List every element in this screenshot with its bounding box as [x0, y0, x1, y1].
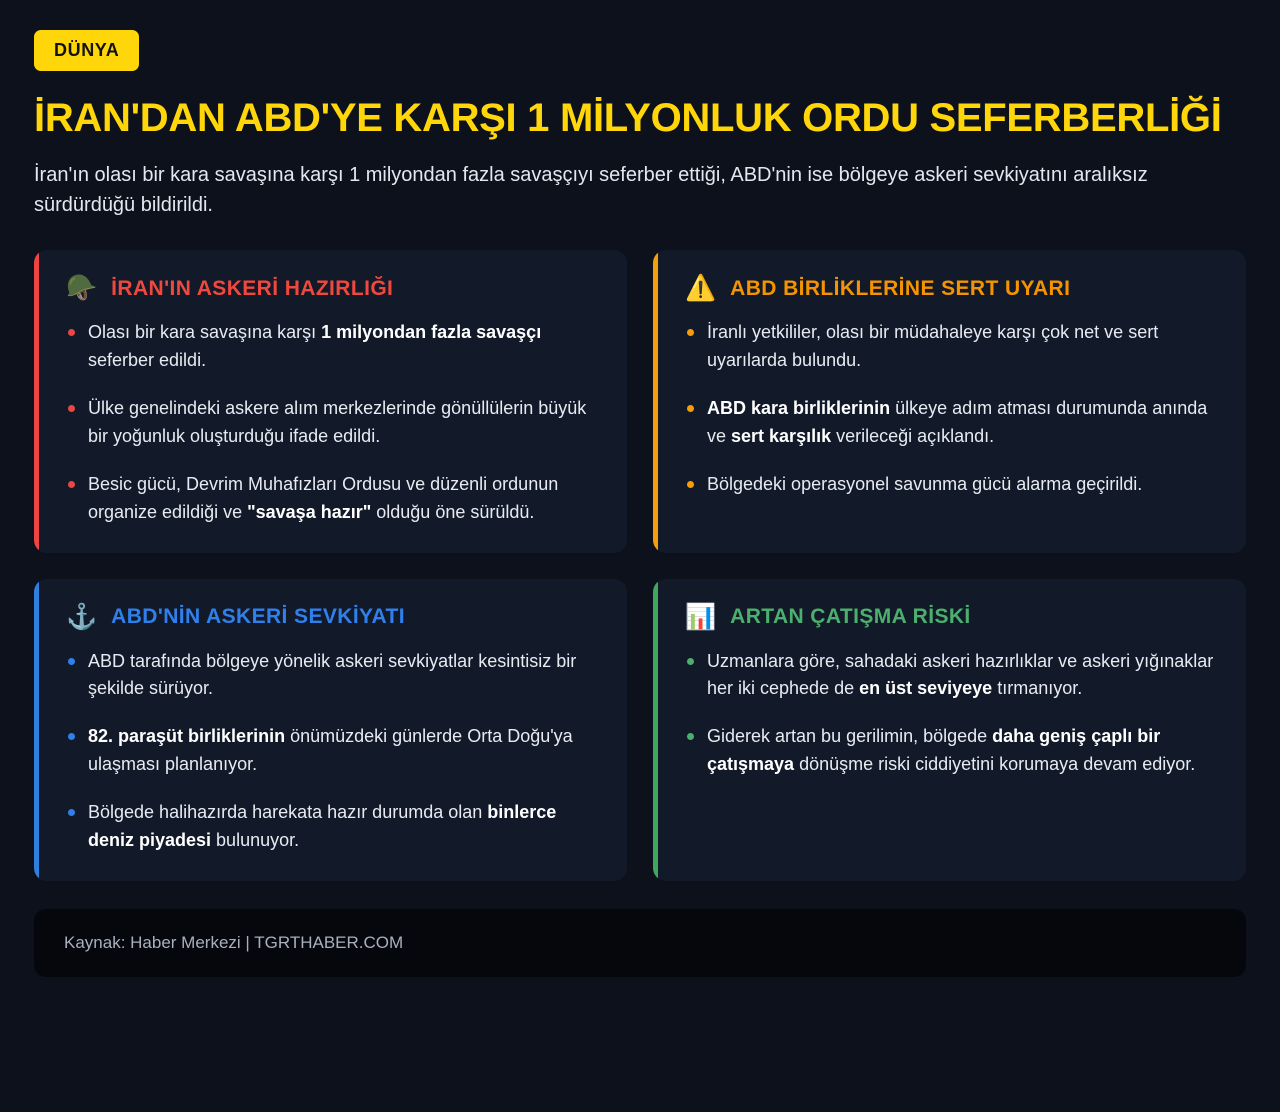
bullet-item: [66, 471, 599, 527]
footer-bar: [34, 909, 1246, 977]
bullet-item: [685, 319, 1218, 375]
warning-triangle-icon: ⚠️: [685, 274, 717, 303]
bullet-item: [66, 648, 599, 704]
bullet-text: ülkeye adım atması durumunda anında ve: [707, 397, 1208, 446]
card-header: [685, 276, 1218, 301]
bullet-item: [685, 471, 1218, 499]
card-iran-military-readiness: [34, 250, 627, 552]
bullet-emphasis: sert karşılık: [731, 425, 832, 446]
bullet-text: Bölgedeki operasyonel savunma gücü alarma geçirildi.: [707, 473, 1143, 494]
anchor-icon: ⚓: [66, 602, 98, 631]
card-bullet-list: [685, 648, 1218, 780]
bullet-emphasis: en üst seviyeye: [859, 678, 993, 699]
bullet-emphasis: "savaşa hazır": [247, 501, 372, 522]
bullet-text: ABD tarafında bölgeye yönelik askeri sevkiyatlar kesintisiz bir şekilde sürüyor.: [88, 650, 577, 699]
card-title: ARTAN ÇATIŞMA RİSKİ: [730, 605, 971, 629]
page-subtitle: İran'ın olası bir kara savaşına karşı 1 milyondan fazla savaşçıyı seferber ettiği, ABD'nin ise bölgeye askeri sevkiyatını aralıksız sürdürdüğü bildirildi.: [34, 164, 1148, 217]
bullet-emphasis: binlerce deniz piyadesi: [88, 802, 557, 850]
card-bullet-list: [66, 319, 599, 526]
card-header: [685, 602, 1218, 631]
card-title: ABD'NİN ASKERİ SEVKİYATI: [111, 605, 405, 629]
bullet-text: Besic gücü, Devrim Muhafızları Ordusu ve düzenli ordunun organize edildiği ve: [88, 473, 559, 522]
card-accent-bar: [653, 250, 658, 552]
bullet-item: [685, 395, 1218, 451]
bullet-text: Bölgede halihazırda harekata hazır durumda olan: [88, 802, 488, 823]
bullet-item: [685, 723, 1218, 779]
bullet-item: [66, 799, 599, 855]
bullet-emphasis: daha geniş çaplı bir çatışmaya: [707, 726, 1161, 775]
card-harsh-warning-to-us-troops: [653, 250, 1246, 552]
card-us-military-deployment: [34, 579, 627, 881]
bullet-text: dönüşme riski ciddiyetini korumaya devam ediyor.: [794, 754, 1196, 775]
bullet-text: Giderek artan bu gerilimin, bölgede: [707, 726, 993, 747]
card-rising-conflict-risk: [653, 579, 1246, 881]
bullet-item: [66, 723, 599, 779]
bullet-emphasis: ABD kara birliklerinin: [707, 397, 891, 418]
card-title: ABD BİRLİKLERİNE SERT UYARI: [730, 277, 1071, 301]
bullet-text: Olası bir kara savaşına karşı: [88, 322, 322, 343]
bullet-text: Ülke genelindeki askere alım merkezlerinde gönüllülerin büyük bir yoğunluk oluşturduğu ifade edildi.: [88, 397, 587, 446]
card-bullet-list: [685, 319, 1218, 498]
military-helmet-icon: 🪖: [66, 274, 98, 303]
bullet-text: olduğu öne sürüldü.: [371, 501, 535, 522]
card-bullet-list: [66, 648, 599, 855]
bullet-emphasis: 1 milyondan fazla savaşçı: [321, 322, 542, 343]
category-badge: DÜNYA: [34, 30, 139, 71]
cards-grid: [34, 250, 1246, 881]
bullet-item: [66, 395, 599, 451]
bullet-item: [685, 648, 1218, 704]
bullet-text: bulunuyor.: [211, 829, 300, 850]
bullet-text: önümüzdeki günlerde Orta Doğu'ya ulaşması planlanıyor.: [88, 726, 573, 775]
bullet-text: verileceği açıklandı.: [831, 425, 995, 446]
card-header: [66, 276, 599, 301]
bullet-text: Uzmanlara göre, sahadaki askeri hazırlıklar ve askeri yığınaklar her iki cephede de: [707, 650, 1214, 699]
card-accent-bar: [34, 579, 39, 881]
bullet-text: tırmanıyor.: [992, 678, 1083, 699]
source-credit: Kaynak: Haber Merkezi | TGRTHABER.COM: [64, 932, 404, 952]
bar-chart-icon: 📊: [685, 602, 717, 631]
bullet-text: İranlı yetkililer, olası bir müdahaleye karşı çok net ve sert uyarılarda bulundu.: [707, 322, 1159, 371]
page-title: İRAN'DAN ABD'YE KARŞI 1 MİLYONLUK ORDU SEFERBERLİĞİ: [34, 96, 1222, 140]
card-accent-bar: [34, 250, 39, 552]
bullet-emphasis: 82. paraşüt birliklerinin: [88, 726, 286, 747]
bullet-item: [66, 319, 599, 375]
card-header: [66, 602, 599, 631]
card-title: İRAN'IN ASKERİ HAZIRLIĞI: [111, 277, 394, 301]
card-accent-bar: [653, 579, 658, 881]
bullet-text: seferber edildi.: [88, 350, 207, 371]
